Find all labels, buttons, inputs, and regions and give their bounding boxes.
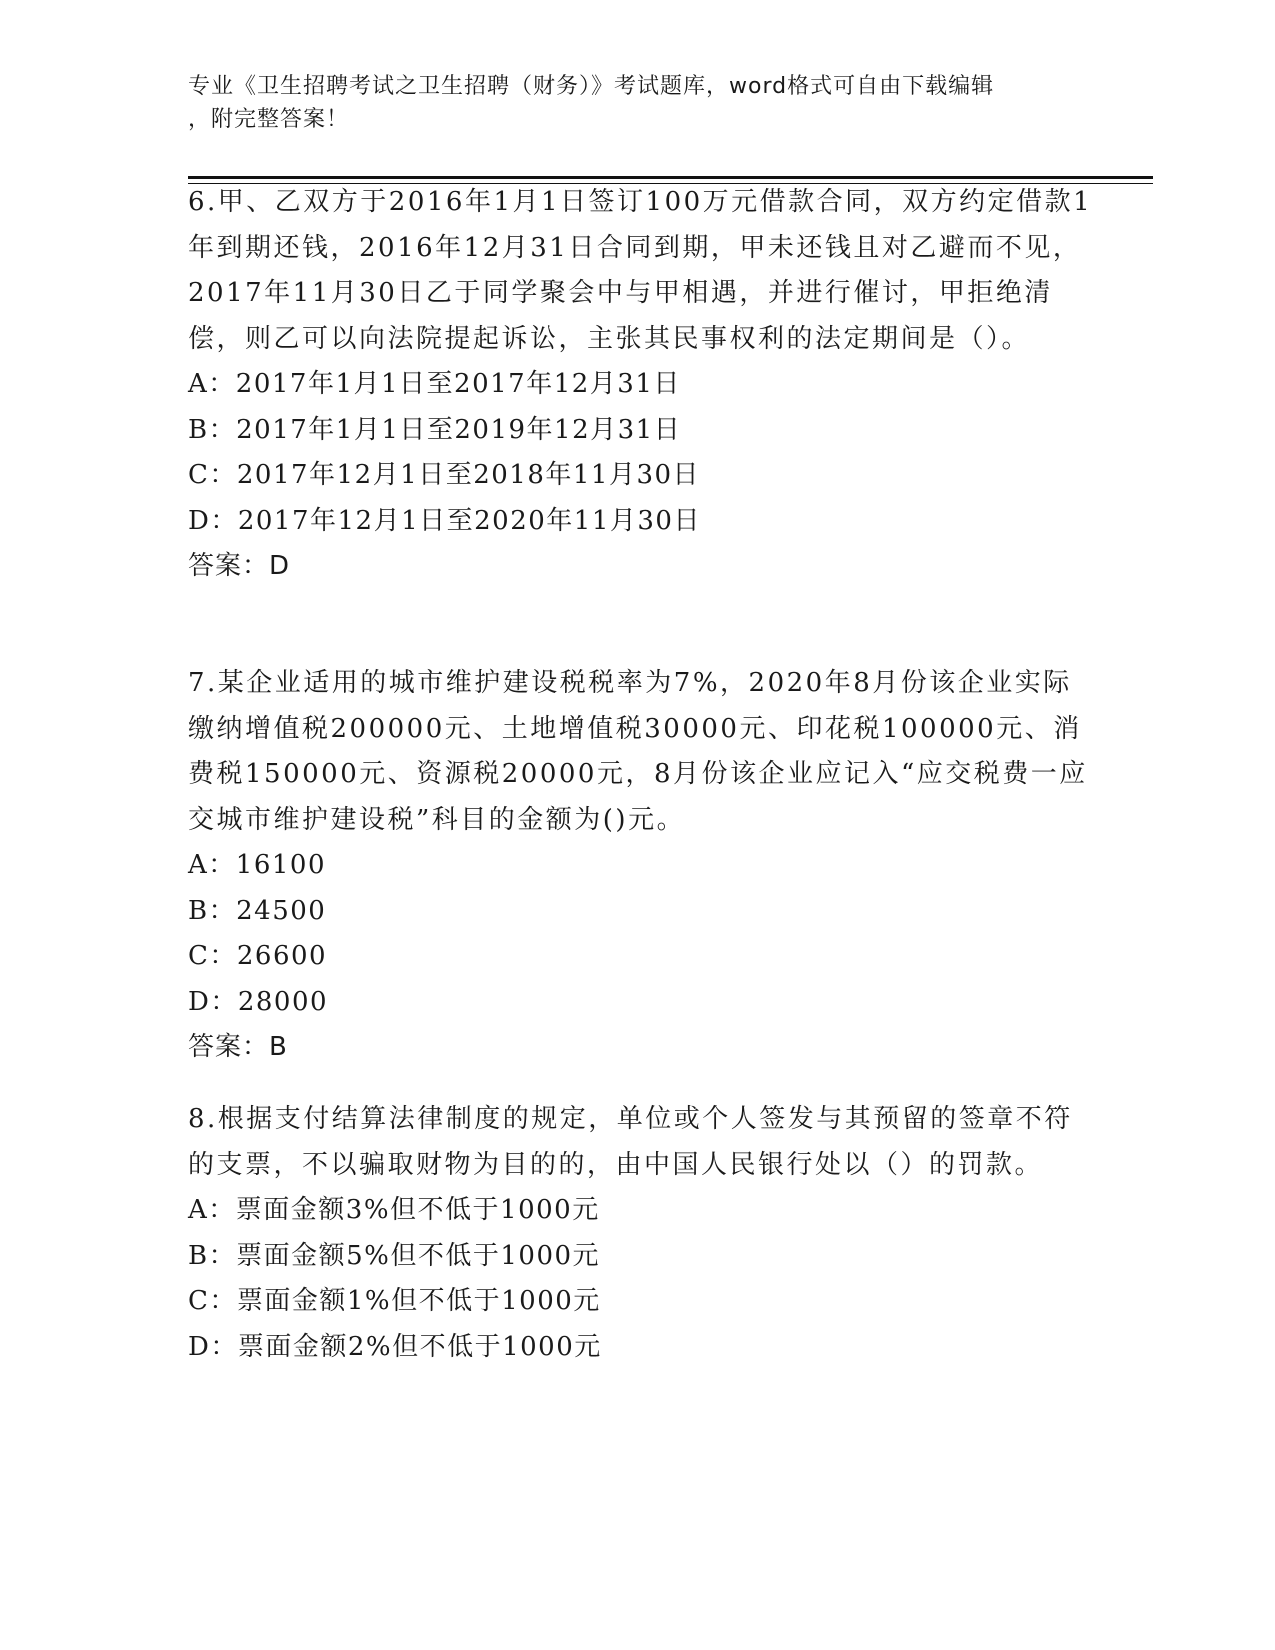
header-rule-thick — [188, 176, 1153, 179]
option-c: C：票面金额1%但不低于1000元 — [188, 1286, 601, 1316]
header-line-1: 专业《卫生招聘考试之卫生招聘（财务）》考试题库，word格式可自由下载编辑 — [188, 74, 995, 99]
option-a: A：票面金额3%但不低于1000元 — [188, 1195, 600, 1225]
question-8 — [188, 1097, 1093, 1370]
answer-label: 答案：B — [188, 1032, 288, 1062]
question-6 — [188, 180, 1093, 590]
header-line-2: ，附完整答案！ — [188, 107, 350, 132]
option-d: D：票面金额2%但不低于1000元 — [188, 1331, 602, 1362]
question-7 — [188, 661, 1093, 1071]
option-a: A：2017年1月1日至2017年12月31日 — [188, 369, 681, 399]
answer-label: 答案：D — [188, 551, 291, 581]
option-c: C：2017年12月1日至2018年11月30日 — [188, 460, 701, 490]
option-b: B：票面金额5%但不低于1000元 — [188, 1240, 601, 1271]
question-stem: 6.甲、乙双方于2016年1月1日签订100万元借款合同，双方约定借款1年到期还钱，2016年12月31日合同到期，甲未还钱且对乙避而不见，2017年11月30日乙于同学聚会中与甲相遇，并进行催讨，甲拒绝清偿，则乙可以向法院提起诉讼，主张其民事权利的法定期间是（）。 — [188, 187, 1093, 354]
question-stem: 8.根据支付结算法律制度的规定，单位或个人签发与其预留的签章不符的支票，不以骗取财物为目的的，由中国人民银行处以（）的罚款。 — [188, 1104, 1073, 1180]
option-d: D：28000 — [188, 986, 329, 1017]
option-d: D：2017年12月1日至2020年11月30日 — [188, 505, 701, 536]
document-header — [188, 70, 1088, 136]
option-a: A：16100 — [188, 850, 326, 880]
option-c: C：26600 — [188, 941, 328, 971]
question-stem: 7.某企业适用的城市维护建设税税率为7%，2020年8月份该企业实际缴纳增值税200000元、土地增值税30000元、印花税100000元、消费税150000元、资源税20000元，8月份该企业应记入“应交税费一应交城市维护建设税”科目的金额为()元。 — [188, 668, 1088, 835]
option-b: B：2017年1月1日至2019年12月31日 — [188, 414, 682, 445]
option-b: B：24500 — [188, 895, 327, 926]
